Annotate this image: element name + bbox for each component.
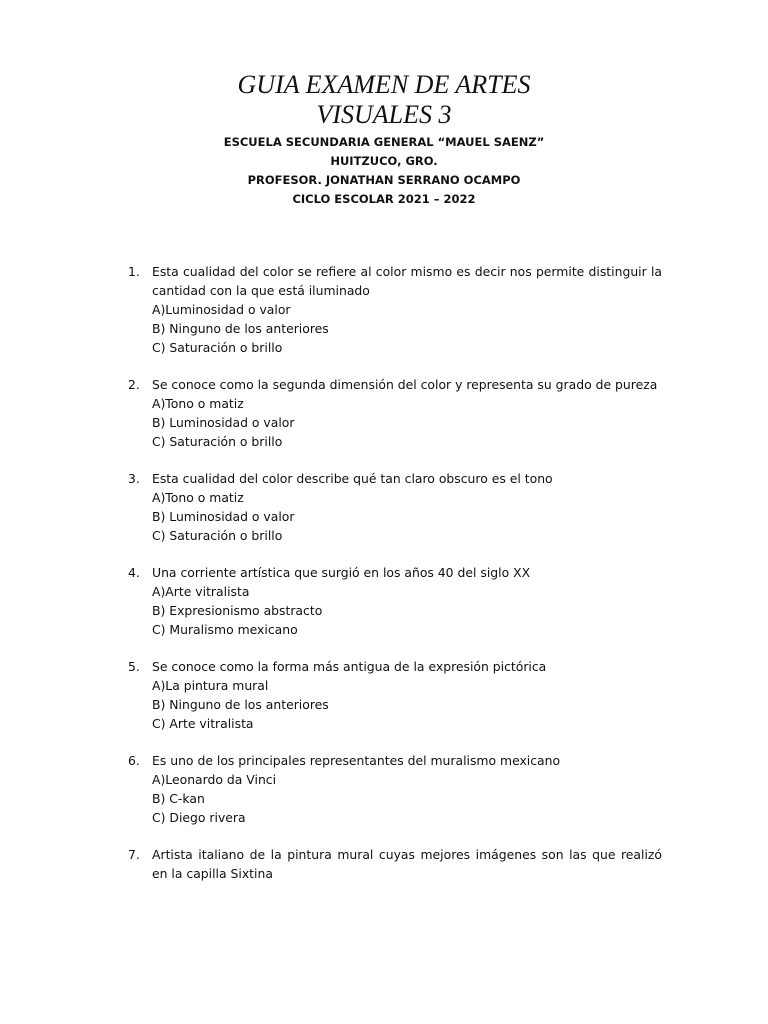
question-item <box>128 375 662 451</box>
answer-option: B) Ninguno de los anteriores <box>152 321 329 336</box>
question-item <box>128 657 662 733</box>
answer-option: C) Saturación o brillo <box>152 434 283 449</box>
school-info <box>0 133 768 209</box>
answer-option: C) Diego rivera <box>152 810 246 825</box>
question-text: Se conoce como la forma más antigua de la expresión pictórica <box>152 659 547 674</box>
school-name: ESCUELA SECUNDARIA GENERAL “MAUEL SAENZ” <box>223 135 545 149</box>
question-number: 5. <box>128 659 140 674</box>
document-header <box>0 70 768 209</box>
question-item <box>128 563 662 639</box>
question-text: Es uno de los principales representantes del muralismo mexicano <box>152 753 561 768</box>
question-list <box>128 262 662 901</box>
question-number: 3. <box>128 471 140 486</box>
question-text: Esta cualidad del color describe qué tan claro obscuro es el tono <box>152 471 553 486</box>
answer-option: B) Luminosidad o valor <box>152 415 295 430</box>
answer-option: C) Saturación o brillo <box>152 528 283 543</box>
question-item <box>128 469 662 545</box>
answer-option: C) Muralismo mexicano <box>152 622 298 637</box>
answer-option: A)Luminosidad o valor <box>152 302 291 317</box>
school-cycle: CICLO ESCOLAR 2021 – 2022 <box>292 192 476 206</box>
question-item <box>128 845 662 883</box>
question-text: Esta cualidad del color se refiere al color mismo es decir nos permite distinguir la cantidad con la que está iluminado <box>152 264 662 298</box>
document-title <box>0 70 768 130</box>
answer-option: C) Saturación o brillo <box>152 340 283 355</box>
question-number: 7. <box>128 847 140 862</box>
question-number: 1. <box>128 264 140 279</box>
title-line-1: GUIA EXAMEN DE ARTES <box>237 70 531 99</box>
answer-option: B) C-kan <box>152 791 205 806</box>
teacher-name: PROFESOR. JONATHAN SERRANO OCAMPO <box>247 173 521 187</box>
answer-option: A)Arte vitralista <box>152 584 250 599</box>
answer-option: A)Leonardo da Vinci <box>152 772 277 787</box>
question-number: 2. <box>128 377 140 392</box>
question-number: 4. <box>128 565 140 580</box>
title-line-2: VISUALES 3 <box>316 100 452 129</box>
answer-option: A)La pintura mural <box>152 678 269 693</box>
answer-option: B) Expresionismo abstracto <box>152 603 323 618</box>
answer-option: C) Arte vitralista <box>152 716 254 731</box>
answer-option: A)Tono o matiz <box>152 490 244 505</box>
question-text: Artista italiano de la pintura mural cuyas mejores imágenes son las que realizó en la capilla Sixtina <box>152 847 662 881</box>
answer-option: B) Luminosidad o valor <box>152 509 295 524</box>
answer-option: B) Ninguno de los anteriores <box>152 697 329 712</box>
question-number: 6. <box>128 753 140 768</box>
question-item <box>128 262 662 357</box>
answer-option: A)Tono o matiz <box>152 396 244 411</box>
question-text: Una corriente artística que surgió en los años 40 del siglo XX <box>152 565 531 580</box>
question-text: Se conoce como la segunda dimensión del color y representa su grado de pureza <box>152 377 658 392</box>
question-item <box>128 751 662 827</box>
school-location: HUITZUCO, GRO. <box>330 154 438 168</box>
